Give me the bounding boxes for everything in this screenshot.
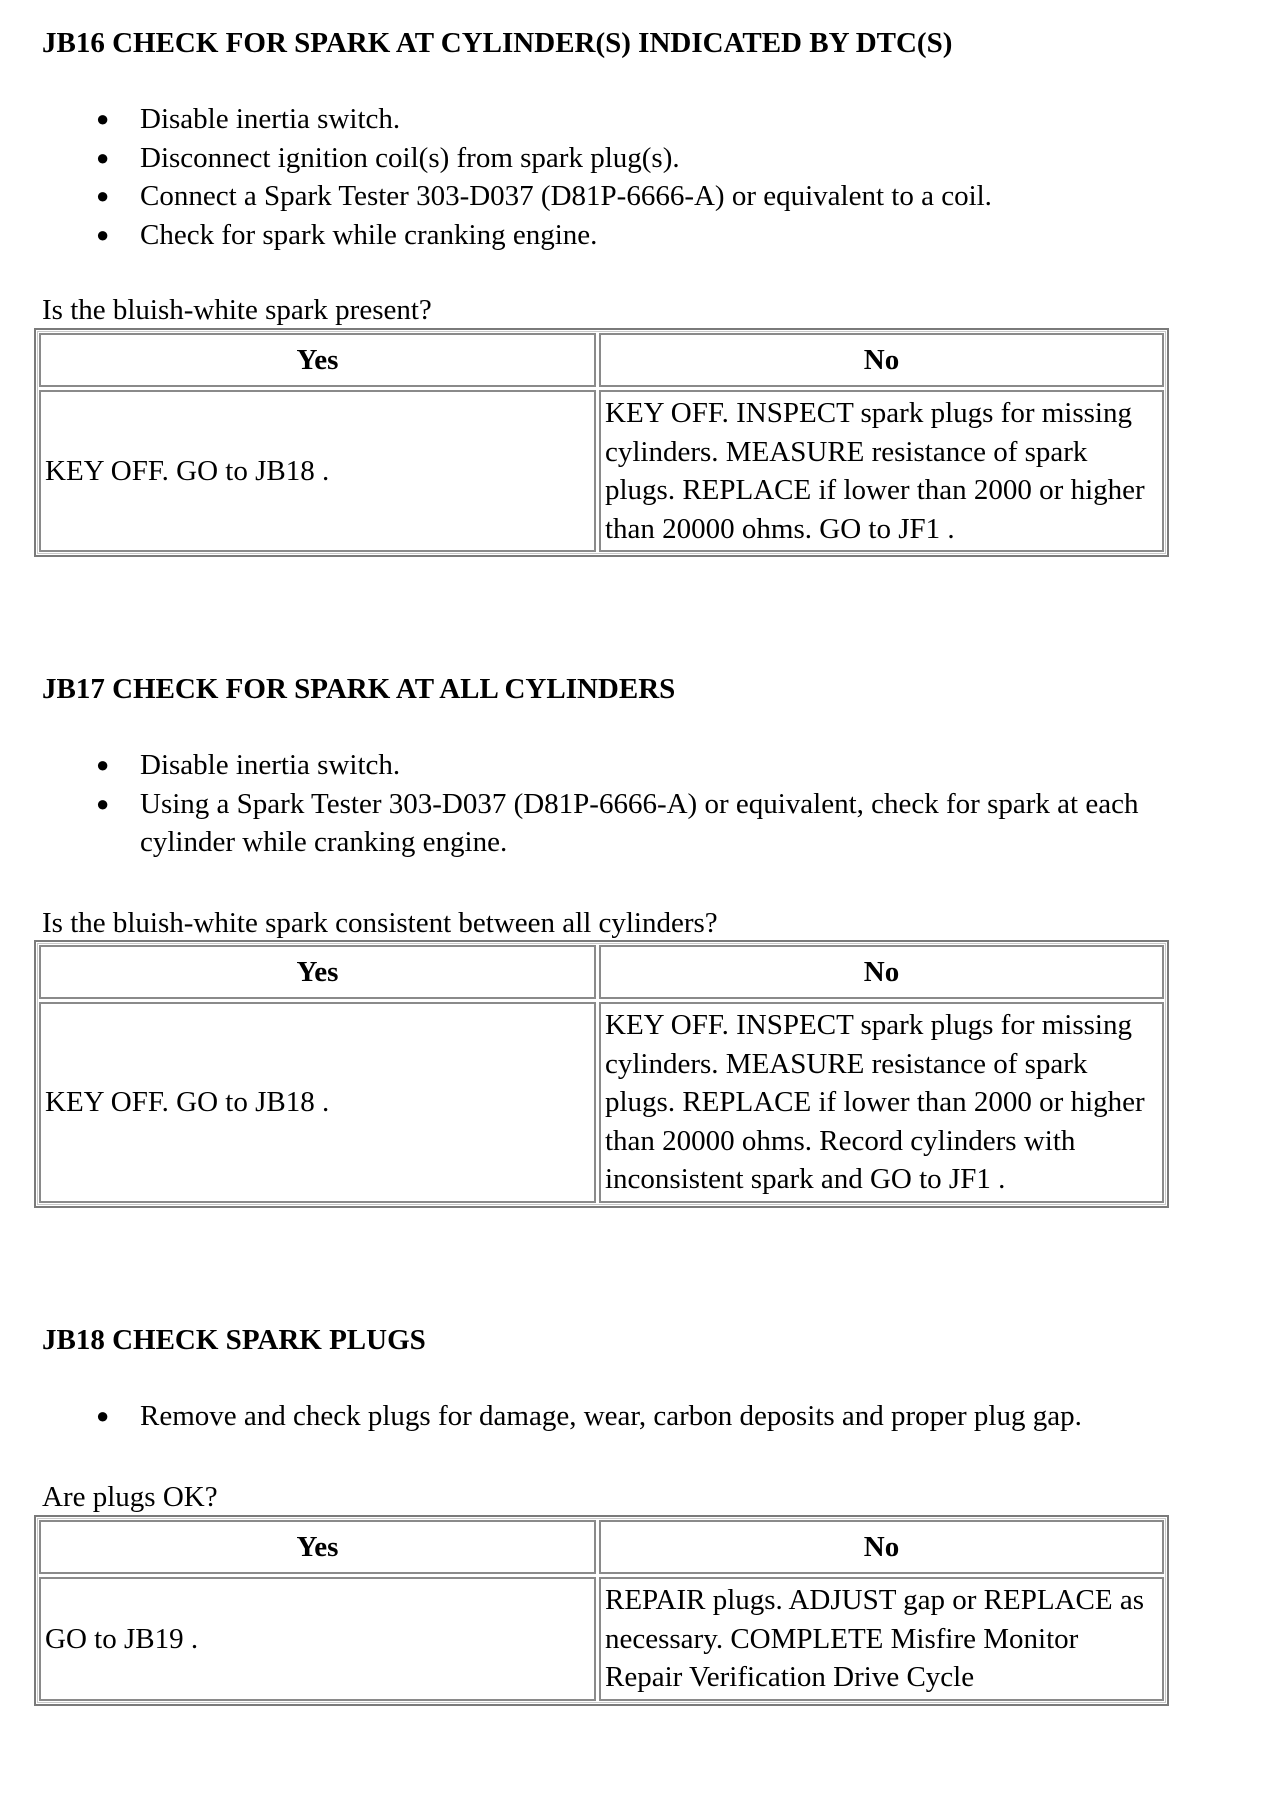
yes-no-table <box>34 1515 1169 1706</box>
no-cell: KEY OFF. INSPECT spark plugs for missing cylinders. MEASURE resistance of spark plugs. REPLACE if lower than 2000 or higher than 20000 ohms. GO to JF1 . <box>599 390 1164 552</box>
yes-cell: KEY OFF. GO to JB18 . <box>39 1002 596 1203</box>
no-cell: REPAIR plugs. ADJUST gap or REPLACE as necessary. COMPLETE Misfire Monitor Repair Verification Drive Cycle <box>599 1577 1164 1701</box>
bullet-icon: ● <box>96 1403 110 1428</box>
question-text: Are plugs OK? <box>42 1481 218 1513</box>
table-header-row <box>39 333 1164 387</box>
step-list <box>0 746 1264 862</box>
question-text: Is the bluish-white spark consistent between all cylinders? <box>42 907 718 939</box>
step-list <box>0 100 1264 254</box>
bullet-icon: ● <box>96 183 110 208</box>
yes-no-table <box>34 328 1169 557</box>
yes-header: Yes <box>39 945 596 999</box>
yes-no-table <box>34 940 1169 1208</box>
table-row <box>39 1577 1164 1701</box>
yes-cell: GO to JB19 . <box>39 1577 596 1701</box>
yes-cell: KEY OFF. GO to JB18 . <box>39 390 596 552</box>
bullet-icon: ● <box>96 752 110 777</box>
list-item: ● Remove and check plugs for damage, wear, carbon deposits and proper plug gap. <box>0 1397 1264 1436</box>
yes-header: Yes <box>39 1520 596 1574</box>
no-header: No <box>599 1520 1164 1574</box>
list-item: ● Disconnect ignition coil(s) from spark plug(s). <box>0 139 1264 178</box>
list-item: ● Disable inertia switch. <box>0 746 1264 785</box>
table-header-row <box>39 945 1164 999</box>
list-item: ● Using a Spark Tester 303-D037 (D81P-6666-A) or equivalent, check for spark at each cylinder while cranking engine. <box>0 785 1264 862</box>
no-header: No <box>599 333 1164 387</box>
bullet-icon: ● <box>96 106 110 131</box>
section-heading: JB16 CHECK FOR SPARK AT CYLINDER(S) INDICATED BY DTC(S) <box>42 27 953 59</box>
yes-header: Yes <box>39 333 596 387</box>
question-text: Is the bluish-white spark present? <box>42 294 432 326</box>
step-list <box>0 1397 1264 1436</box>
table-row <box>39 390 1164 552</box>
list-item: ● Check for spark while cranking engine. <box>0 216 1264 255</box>
no-header: No <box>599 945 1164 999</box>
table-header-row <box>39 1520 1164 1574</box>
table-row <box>39 1002 1164 1203</box>
section-heading: JB17 CHECK FOR SPARK AT ALL CYLINDERS <box>42 673 676 705</box>
section-heading: JB18 CHECK SPARK PLUGS <box>42 1324 426 1356</box>
bullet-icon: ● <box>96 221 110 247</box>
bullet-icon: ● <box>96 144 110 170</box>
list-item: ● Disable inertia switch. <box>0 100 1264 139</box>
bullet-icon: ● <box>96 790 110 816</box>
list-item: ● Connect a Spark Tester 303-D037 (D81P-6666-A) or equivalent to a coil. <box>0 177 1264 216</box>
no-cell: KEY OFF. INSPECT spark plugs for missing cylinders. MEASURE resistance of spark plugs. REPLACE if lower than 2000 or higher than 20000 ohms. Record cylinders with inconsistent spark and GO to JF1 . <box>599 1002 1164 1203</box>
